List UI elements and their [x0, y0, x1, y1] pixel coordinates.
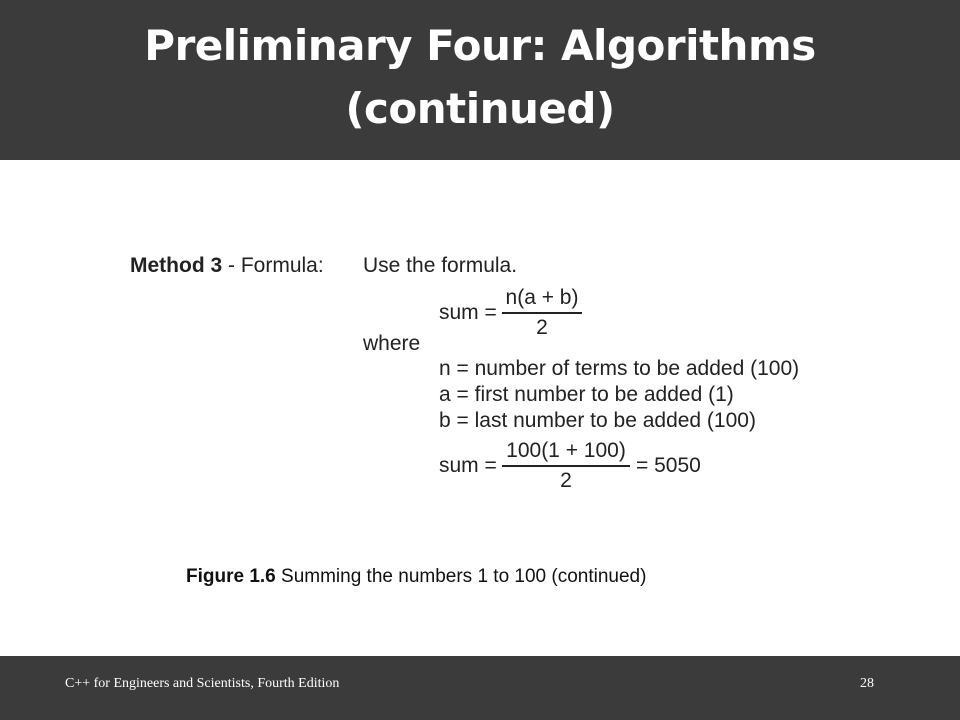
method-instruction: Use the formula.: [363, 254, 518, 277]
slide-title: [0, 14, 960, 140]
formula-numerator: n(a + b): [505, 286, 579, 309]
footer-page-number: 28: [860, 676, 874, 691]
formula-denominator: 2: [536, 316, 548, 339]
result-value: = 5050: [636, 454, 701, 477]
result-denominator: 2: [560, 469, 572, 492]
formula-fraction: [502, 287, 582, 339]
caption-label: Figure 1.6: [186, 566, 276, 587]
method-type: - Formula:: [222, 254, 324, 277]
definition-n: n = number of terms to be added (100): [439, 357, 800, 380]
footer-book-title: C++ for Engineers and Scientists, Fourth Edition: [65, 676, 340, 691]
definition-a: a = first number to be added (1): [439, 383, 734, 406]
where-label: where: [363, 332, 421, 355]
figure-caption: [186, 563, 656, 590]
slide-title-line-1: Preliminary Four: Algorithms: [144, 21, 816, 70]
sum-label-formula: sum =: [439, 301, 497, 324]
result-fraction: [502, 440, 630, 492]
result-fraction-bar: [502, 465, 630, 467]
sum-label-result: sum =: [439, 454, 497, 477]
formula-fraction-bar: [502, 312, 582, 314]
method-heading: [130, 254, 324, 278]
result-numerator: 100(1 + 100): [506, 439, 626, 462]
method-label: Method 3: [130, 254, 223, 277]
slide-title-line-2: (continued): [345, 84, 615, 133]
caption-text: Summing the numbers 1 to 100 (continued): [275, 566, 647, 587]
definition-b: b = last number to be added (100): [439, 409, 756, 432]
